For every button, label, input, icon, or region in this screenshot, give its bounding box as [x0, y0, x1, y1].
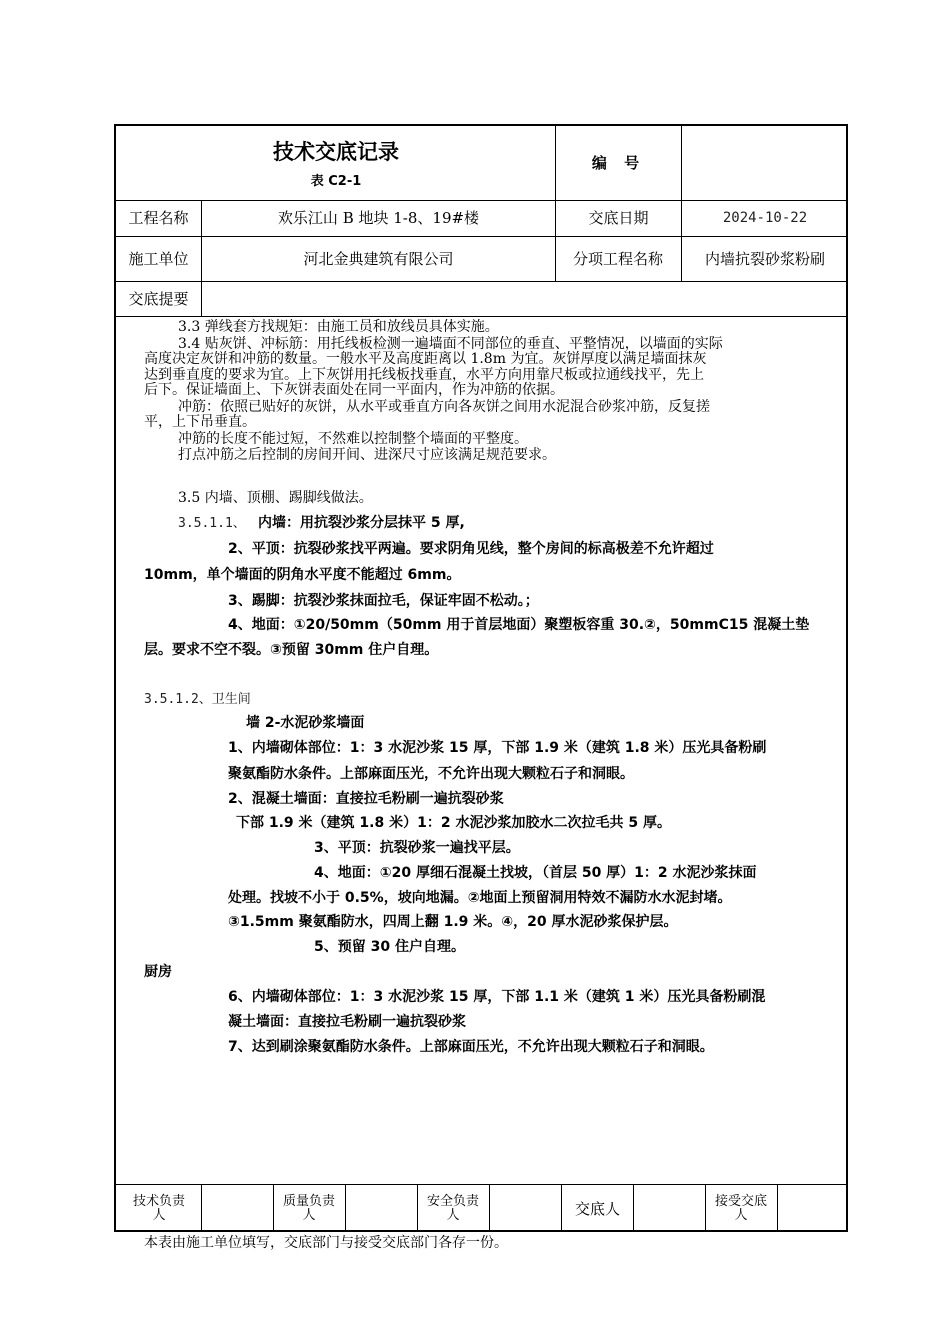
- section-heading: 3.5.1.2、卫生间: [144, 692, 251, 707]
- content-line: 2、混凝土墙面：直接拉毛粉刷一遍抗裂砂浆: [228, 791, 504, 807]
- summary-value: [202, 282, 848, 316]
- receiver-signature[interactable]: [778, 1186, 848, 1232]
- content-line: 墙 2-水泥砂浆墙面: [246, 715, 365, 731]
- content-line: 4、地面：①20 厚细石混凝土找坡，（首层 50 厚）1：2 水泥沙浆抹面: [314, 865, 757, 881]
- safety-lead-label: 安全负责人: [426, 1194, 479, 1223]
- content-line: 聚氨酯防水条件。上部麻面压光，不允许出现大颗粒石子和洞眼。: [228, 766, 634, 782]
- subitem-label: 分项工程名称: [572, 249, 663, 268]
- subitem-value: 内墙抗裂砂浆粉刷: [704, 249, 825, 268]
- form-title: 技术交底记录: [273, 140, 399, 164]
- discloser-label: 交底人: [574, 1200, 620, 1218]
- content-line: 处理。找坡不小于 0.5%，坡向地漏。②地面上预留洞用特效不漏防水水泥封堵。: [228, 890, 732, 906]
- number-value: [682, 126, 848, 200]
- content-line: 3、平顶：抗裂砂浆一遍找平层。: [314, 840, 520, 856]
- project-name-value: 欢乐江山 B 地块 1-8、19#楼: [277, 209, 480, 227]
- content-line: 7、达到刷涂聚氨酯防水条件。上部麻面压光，不允许出现大颗粒石子和洞眼。: [228, 1039, 714, 1055]
- summary-label: 交底提要: [128, 289, 189, 308]
- date-label: 交底日期: [588, 209, 649, 227]
- content-line: 内墙：用抗裂沙浆分层抹平 5 厚,: [258, 515, 465, 531]
- section-heading: 厨房: [144, 964, 172, 980]
- footer-note: 本表由施工单位填写，交底部门与接受交底部门各存一份。: [144, 1235, 508, 1251]
- row-divider: [116, 1184, 846, 1185]
- col-divider: [273, 1184, 274, 1232]
- content-line: 2、平顶：抗裂砂浆找平两遍。要求阴角见线，整个房间的标高极差不允许超过: [228, 541, 714, 557]
- number-label: 编 号: [591, 153, 646, 172]
- content-line: 达到垂直度的要求为宜。上下灰饼用托线板找垂直，水平方向用靠尺板或拉通线找平，先上: [144, 367, 704, 383]
- row-divider: [116, 316, 846, 317]
- content-line: 平，上下吊垂直。: [144, 414, 256, 430]
- content-line: 3、踢脚：抗裂沙浆抹面拉毛，保证牢固不松动。；: [228, 593, 539, 609]
- col-divider: [705, 1184, 706, 1232]
- safety-lead-signature[interactable]: [490, 1186, 561, 1232]
- date-value: 2024-10-22: [722, 210, 808, 226]
- content-line: 3.3 弹线套方找规矩：由施工员和放线员具体实施。: [178, 319, 499, 335]
- content-line: 打点冲筋之后控制的房间开间、进深尺寸应该满足规范要求。: [178, 447, 556, 463]
- disclosure-form: [114, 124, 848, 1232]
- content-line: 下部 1.9 米（建筑 1.8 米）1：2 水泥沙浆加胶水二次拉毛共 5 厚。: [236, 815, 671, 831]
- receiver-label: 接受交底人: [714, 1194, 767, 1223]
- form-number: 表 C2-1: [310, 174, 362, 189]
- section-heading: 3.5 内墙、顶棚、踢脚线做法。: [178, 490, 373, 506]
- content-line: 10mm，单个墙面的阴角水平度不能超过 6mm。: [144, 567, 461, 583]
- quality-lead-label: 质量负责人: [282, 1194, 335, 1223]
- content-line: 3.4 贴灰饼、冲标筋：用托线板检测一遍墙面不同部位的垂直、平整情况，以墙面的实际: [178, 336, 723, 352]
- content-line: 4、地面：①20/50mm（50mm 用于首层地面）聚塑板容重 30.②，50mmC15 混凝土垫: [228, 617, 810, 633]
- tech-lead-label: 技术负责人: [132, 1194, 185, 1223]
- quality-lead-signature[interactable]: [346, 1186, 417, 1232]
- content-line: 1、内墙砌体部位：1：3 水泥沙浆 15 厚，下部 1.9 米（建筑 1.8 米）压光具备粉刷: [228, 740, 767, 756]
- tech-lead-signature[interactable]: [202, 1186, 273, 1232]
- content-line: 高度决定灰饼和冲筋的数量。一般水平及高度距离以 1.8m 为宜。灰饼厚度以满足墙面抹灰: [144, 351, 707, 367]
- content-line: 6、内墙砌体部位：1：3 水泥沙浆 15 厚，下部 1.1 米（建筑 1 米）压光具备粉刷混: [228, 989, 766, 1005]
- content-line: 凝土墙面：直接拉毛粉刷一遍抗裂砂浆: [228, 1014, 466, 1030]
- content-line: 层。要求不空不裂。③预留 30mm 住户自理。: [144, 642, 439, 658]
- project-name-label: 工程名称: [128, 209, 189, 227]
- discloser-signature[interactable]: [634, 1186, 705, 1232]
- col-divider: [417, 1184, 418, 1232]
- section-number: 3.5.1.1、: [178, 516, 246, 531]
- content-line: ③1.5mm 聚氨酯防水，四周上翻 1.9 米。④，20 厚水泥砂浆保护层。: [228, 914, 678, 930]
- content-line: 后下。保证墙面上、下灰饼表面处在同一平面内，作为冲筋的依据。: [144, 382, 564, 398]
- unit-value: 河北金典建筑有限公司: [303, 249, 454, 268]
- unit-label: 施工单位: [128, 249, 189, 268]
- content-line: 5、预留 30 住户自理。: [314, 939, 465, 955]
- content-line: 冲筋的长度不能过短，不然难以控制整个墙面的平整度。: [178, 431, 528, 447]
- content-line: 冲筋：依照已贴好的灰饼，从水平或垂直方向各灰饼之间用水泥混合砂浆冲筋，反复搓: [178, 399, 710, 415]
